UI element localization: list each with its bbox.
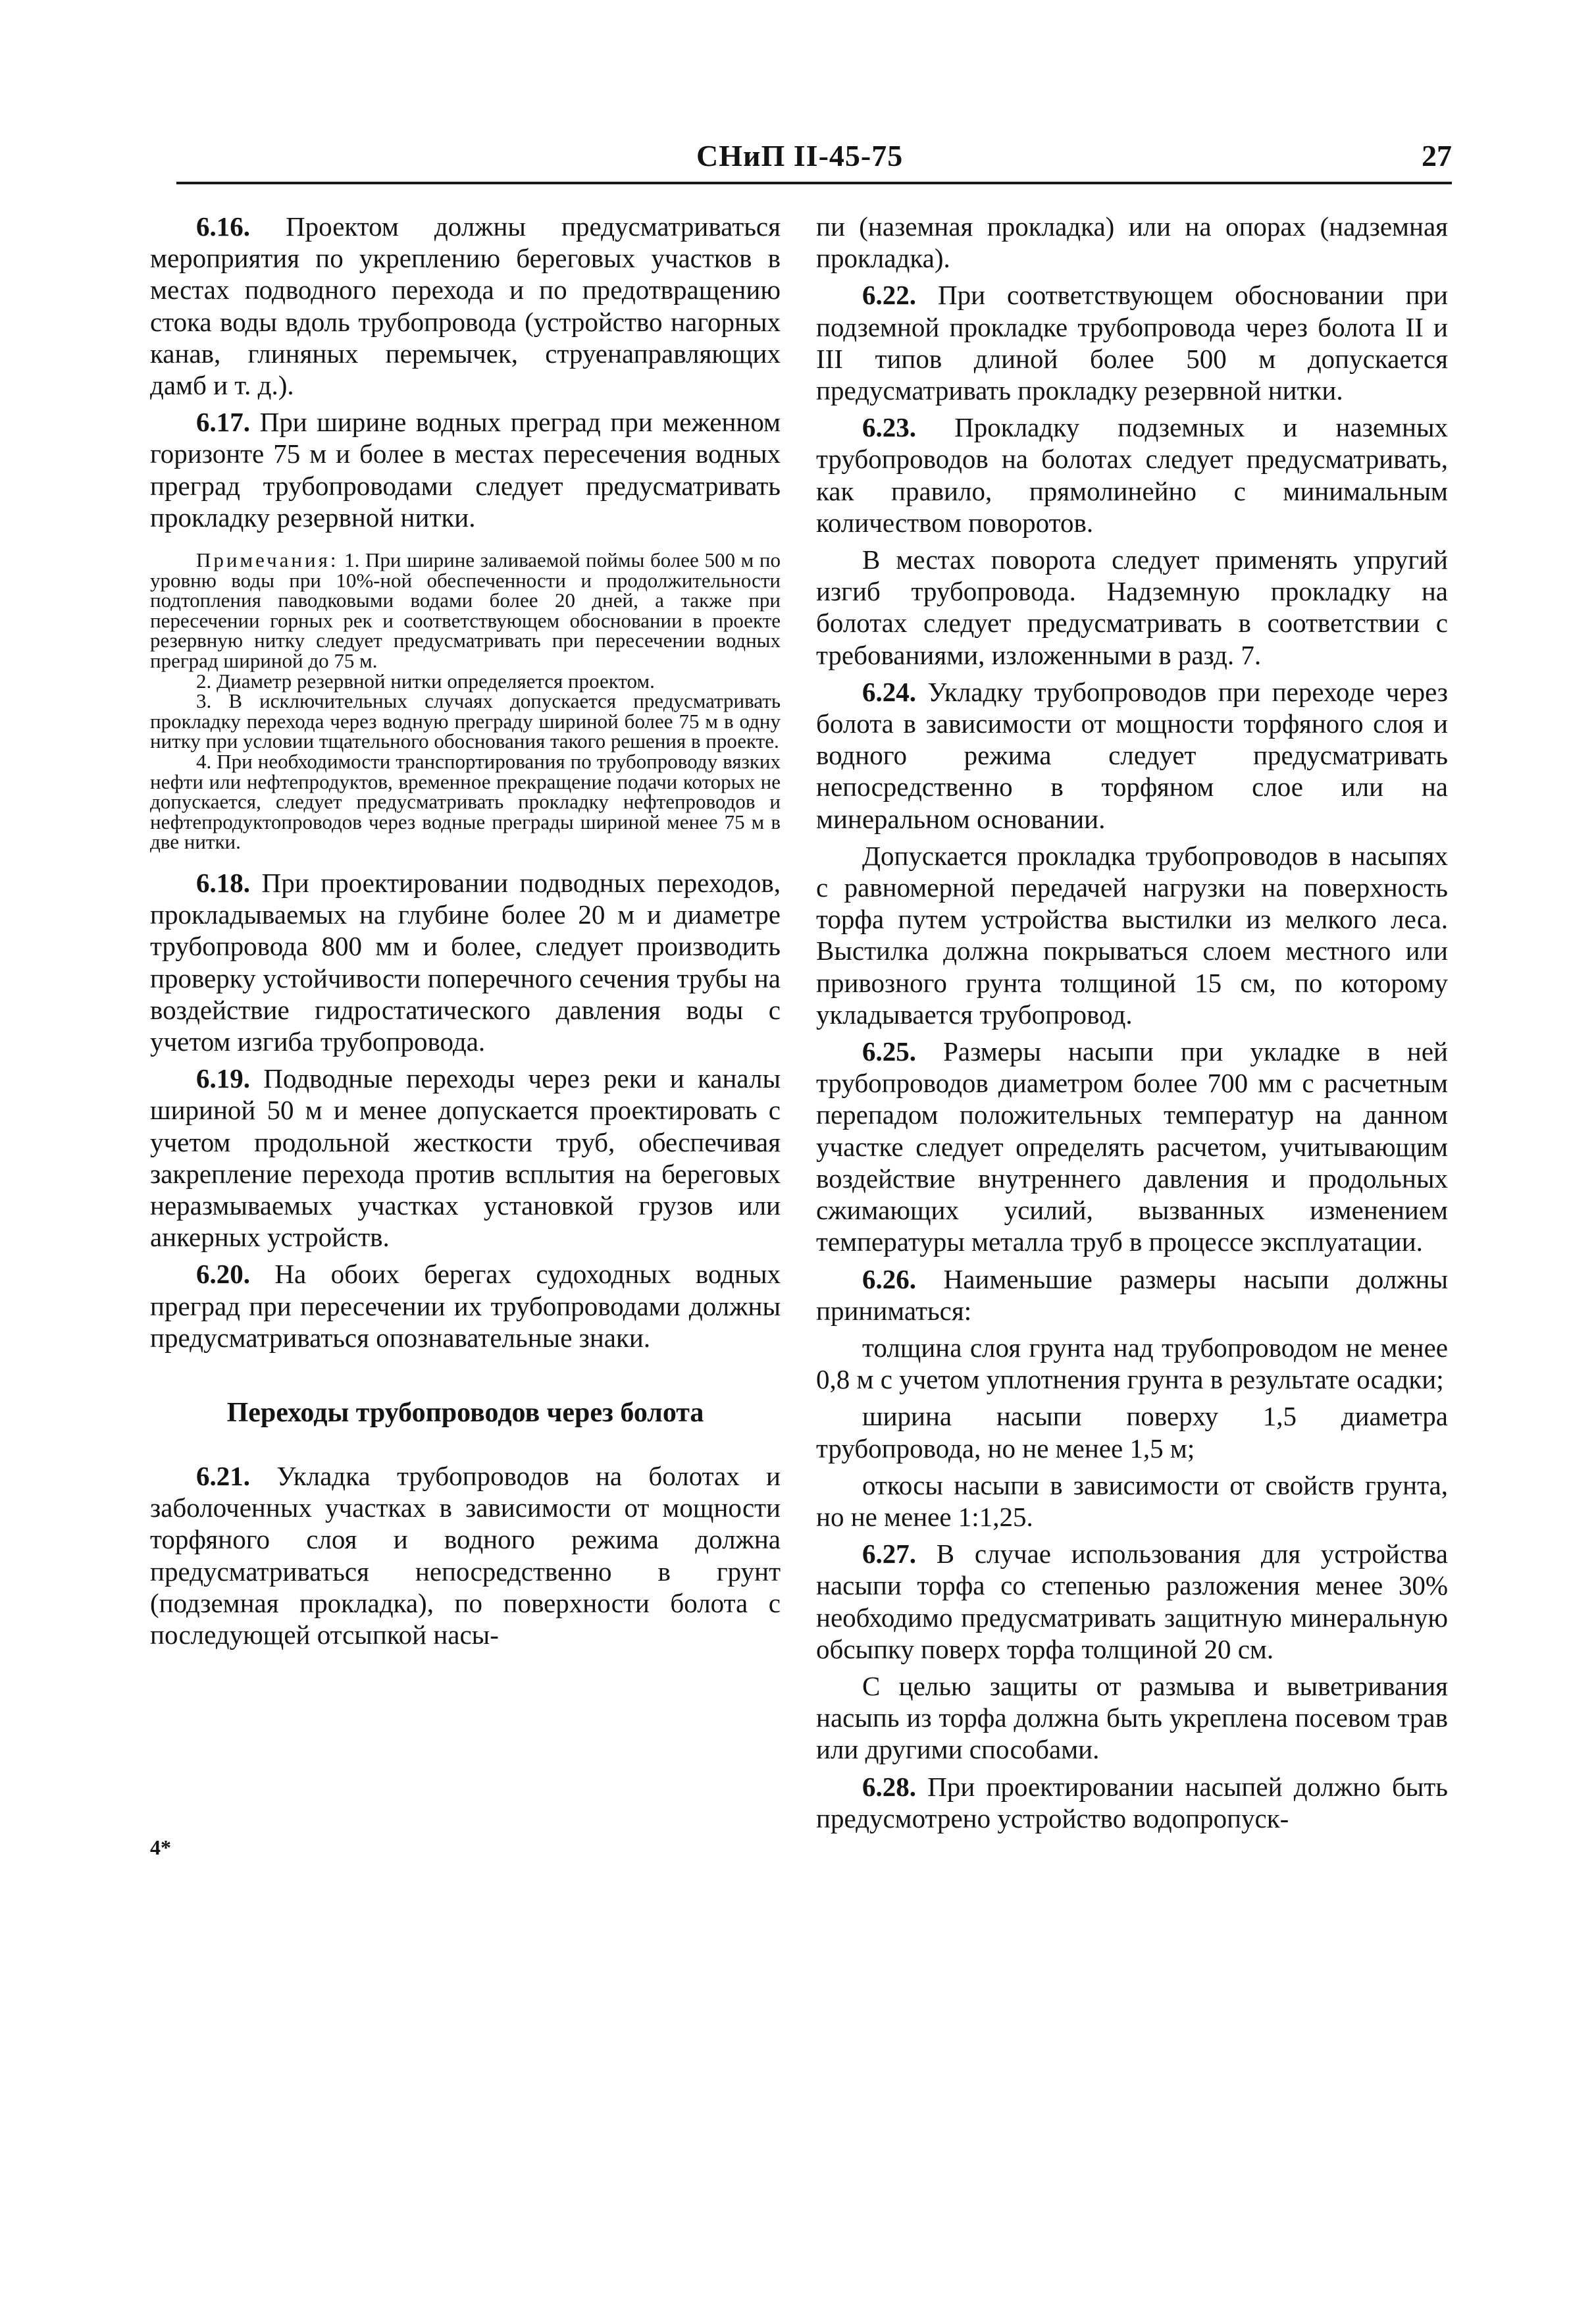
paragraph-6-20 — [150, 1258, 781, 1354]
paragraph-text: В случае использования для устройства насыпи торфа со степенью разложения менее 30% необходимо предусматривать защитную минеральную обсыпку поверх торфа толщиной 20 см. — [816, 1539, 1448, 1664]
paragraph-6-26-c: откосы насыпи в зависимости от свойств грунта, но не менее 1:1,25. — [816, 1469, 1448, 1532]
clause-number: 6.26. — [862, 1263, 916, 1294]
paragraph-text: Наименьшие размеры насыпи должны приниматься: — [816, 1263, 1449, 1326]
paragraph-6-17 — [150, 406, 781, 533]
section-heading: Переходы трубопроводов через болота — [226, 1397, 704, 1428]
right-column — [816, 211, 1448, 1839]
paragraph-6-19 — [150, 1063, 781, 1253]
note-3: 3. В исключительных случаях допускается предусматривать прокладку перехода через водную преграду шириной более 75 м в одну нитку при условии тщательного обоснования такого решения в проекте. — [150, 689, 781, 753]
paragraph-6-26-a: толщина слоя грунта над трубопроводом не менее 0,8 м с учетом уплотнения грунта в результате осадки; — [816, 1332, 1448, 1395]
clause-number: 6.20. — [196, 1259, 250, 1290]
clause-number: 6.19. — [196, 1063, 250, 1094]
paragraph-text: Укладка трубопроводов на болотах и заболоченных участках в зависимости от мощности торфяного слоя и водного режима должна предусматриваться непосредственно в грунт (подземная прокладка), по поверхности болота с последующей отсыпкой насы- — [150, 1460, 781, 1650]
note-1 — [150, 550, 781, 672]
clause-number: 6.25. — [862, 1036, 916, 1067]
paragraph-text: На обоих берегах судоходных водных преград при пересечении их трубопроводами должны предусматриваться опознавательные знаки. — [150, 1259, 781, 1353]
paragraph-6-21 — [150, 1460, 781, 1650]
paragraph-text: При проектировании насыпей должно быть предусмотрено устройство водопропуск- — [816, 1771, 1449, 1833]
clause-number: 6.27. — [862, 1539, 916, 1569]
paragraph-text: При соответствующем обосновании при подземной прокладке трубопровода через болота II и III типов длиной более 500 м допускается предусматривать прокладку резервной нитки. — [816, 280, 1448, 406]
paragraph-text: Укладку трубопроводов при переходе через болота в зависимости от мощности торфяного слоя и водного режима следует предусматривать непосредственно в торфяном слое или на минеральном основании. — [816, 676, 1448, 834]
paragraph-6-24-b: Допускается прокладка трубопроводов в насыпях с равномерной передачей нагрузки на поверхность торфа путем устройства выстилки из мелкого леса. Выстилка должна покрываться слоем местного или привозного грунта толщиной 15 см, по которому укладывается трубопровод. — [816, 840, 1448, 1030]
clause-number: 6.22. — [862, 280, 916, 311]
notes-lead: Примечания: — [196, 548, 339, 572]
page-number: 27 — [1422, 139, 1452, 172]
paragraph-6-18 — [150, 867, 781, 1057]
clause-number: 6.17. — [196, 407, 250, 438]
paragraph-text: Размеры насыпи при укладке в ней трубопроводов диаметром более 700 мм с расчетным перепадом положительных температур на данном участке следует определять расчетом, учитывающим воздействие внутреннего давления и продольных сжимающих усилий, вызванных изменением температуры металла труб в процессе эксплуатации. — [816, 1036, 1448, 1257]
paragraph-text: Прокладку подземных и наземных трубопроводов на болотах следует предусматривать, как правило, прямолинейно с минимальным количеством поворотов. — [816, 412, 1448, 538]
page-header — [176, 125, 1452, 184]
paragraph-6-24 — [816, 676, 1448, 835]
paragraph-text: При ширине водных преград при меженном горизонте 75 м и более в местах пересечения водных преград трубопроводами следует предусматривать прокладку резервной нитки. — [150, 407, 781, 533]
note-4: 4. При необходимости транспортирования по трубопроводу вязких нефти или нефтепродуктов, временное прекращение подачи которых не допускается, следует предусматривать прокладку нефтепроводов и нефтепродуктопроводов через водные преграды шириной менее 75 м в две нитки. — [150, 749, 781, 854]
paragraph-text: Проектом должны предусматриваться мероприятия по укреплению береговых участков в местах подводного перехода и по предотвращению стока воды вдоль трубопровода (устройство нагорных канав, глиняных перемычек, струенаправляющих дамб и т. д.). — [150, 211, 781, 401]
paragraph-6-23-b: В местах поворота следует применять упругий изгиб трубопровода. Надземную прокладку на болотах следует предусматривать в соответствии с требованиями, изложенными в разд. 7. — [816, 544, 1448, 670]
clause-number: 6.16. — [196, 211, 250, 242]
paragraph-6-25 — [816, 1036, 1448, 1257]
paragraph-6-27 — [816, 1538, 1448, 1665]
clause-number: 6.24. — [862, 676, 916, 707]
paragraph-6-26 — [816, 1263, 1448, 1327]
clause-number: 6.28. — [862, 1771, 916, 1802]
paragraph-6-27-b: С целью защиты от размыва и выветривания насыпь из торфа должна быть укреплена посевом трав или другими способами. — [816, 1670, 1448, 1765]
clause-number: 6.18. — [196, 867, 250, 898]
paragraph-continuation: пи (наземная прокладка) или на опорах (надземная прокладка). — [816, 211, 1448, 274]
paragraph-6-22 — [816, 279, 1448, 406]
paragraph-text: Подводные переходы через реки и каналы шириной 50 м и менее допускается проектировать с учетом продольной жесткости труб, обеспечивая закрепление перехода против всплытия на береговых неразмываемых участках установкой грузов или анкерных устройств. — [150, 1063, 781, 1253]
signature-mark: 4* — [150, 1835, 171, 1859]
clause-number: 6.21. — [196, 1460, 250, 1491]
header-rule — [176, 182, 1452, 184]
paragraph-text: При проектировании подводных переходов, прокладываемых на глубине более 20 м и диаметре трубопровода 800 мм и более, следует производить проверку устойчивости поперечного сечения трубы на воздействие гидростатического давления воды с учетом изгиба трубопровода. — [150, 867, 781, 1057]
left-column — [150, 211, 781, 1656]
document-code: СНиП II-45-75 — [696, 139, 904, 172]
note-text: 1. При ширине заливаемой поймы более 500 м по уровню воды при 10%-ной обеспеченности и продолжительности подтопления паводковыми водами более 20 дней, а также при пересечении горных рек и соответствующем обосновании в проекте резервную нитку следует предусматривать при пересечении водных преград шириной до 75 м. — [150, 548, 781, 672]
paragraph-6-26-b: ширина насыпи поверху 1,5 диаметра трубопровода, но не менее 1,5 м; — [816, 1401, 1448, 1463]
paragraph-6-16 — [150, 211, 781, 401]
paragraph-6-28 — [816, 1771, 1448, 1834]
notes-block — [150, 550, 781, 853]
clause-number: 6.23. — [862, 412, 916, 443]
note-2: 2. Диаметр резервной нитки определяется проектом. — [196, 669, 655, 693]
paragraph-6-23 — [816, 411, 1448, 539]
